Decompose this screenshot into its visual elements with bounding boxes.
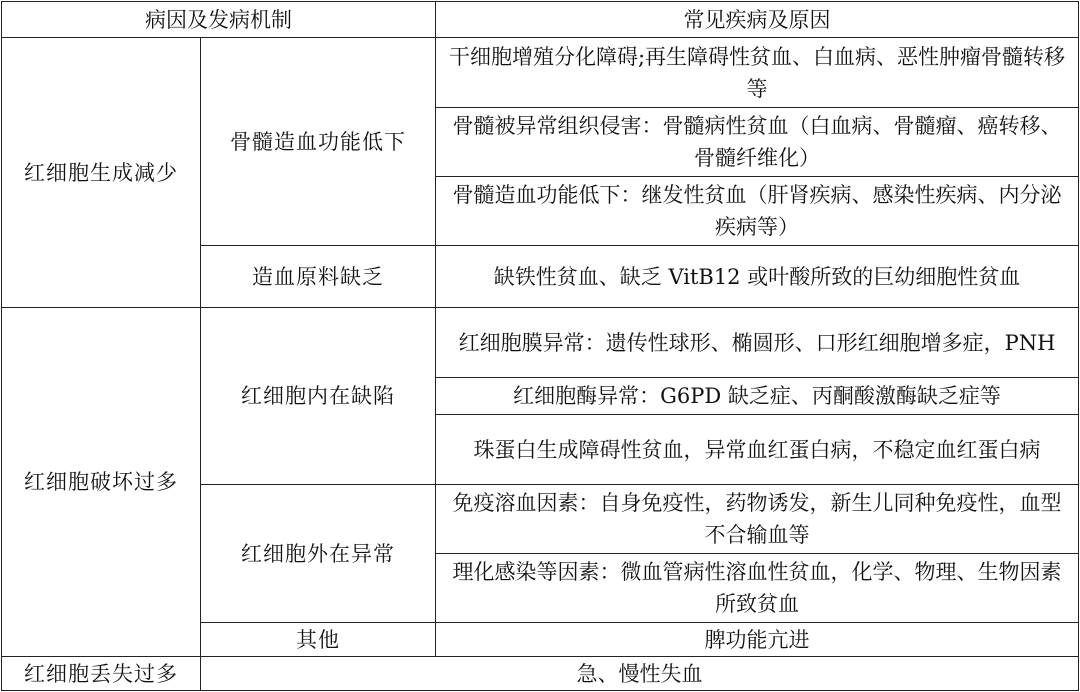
disease-cell: 红细胞酶异常：G6PD 缺乏症、丙酮酸激酶缺乏症等 [436, 378, 1079, 415]
disease-cell: 珠蛋白生成障碍性贫血，异常血红蛋白病，不稳定血红蛋白病 [436, 415, 1079, 485]
sub-raw-material-deficiency: 造血原料缺乏 [201, 246, 436, 308]
disease-cell: 脾功能亢进 [436, 623, 1079, 657]
disease-cell: 骨髓造血功能低下：继发性贫血（肝肾疾病、感染性疾病、内分泌疾病等） [436, 177, 1079, 246]
sub-bone-marrow-hypofunction: 骨髓造血功能低下 [201, 38, 436, 246]
disease-cell: 缺铁性贫血、缺乏 VitB12 或叶酸所致的巨幼细胞性贫血 [436, 246, 1079, 308]
anemia-causes-table [1, 1, 1079, 691]
sub-extrinsic-abnormality: 红细胞外在异常 [201, 485, 436, 623]
sub-other: 其他 [201, 623, 436, 657]
disease-cell: 理化感染等因素：微血管病性溶血性贫血，化学、物理、生物因素所致贫血 [436, 554, 1079, 623]
mechanism-excess-destruction: 红细胞破坏过多 [2, 308, 201, 657]
header-mechanism: 病因及发病机制 [2, 2, 436, 38]
disease-cell: 红细胞膜异常：遗传性球形、椭圆形、口形红细胞增多症，PNH [436, 308, 1079, 378]
sub-intrinsic-defect: 红细胞内在缺陷 [201, 308, 436, 485]
disease-cell: 干细胞增殖分化障碍;再生障碍性贫血、白血病、恶性肿瘤骨髓转移等 [436, 38, 1079, 108]
mechanism-excess-loss: 红细胞丢失过多 [2, 657, 201, 691]
disease-cell: 骨髓被异常组织侵害：骨髓病性贫血（白血病、骨髓瘤、癌转移、骨髓纤维化） [436, 108, 1079, 177]
disease-cell: 免疫溶血因素：自身免疫性，药物诱发，新生儿同种免疫性，血型不合输血等 [436, 485, 1079, 554]
disease-cell: 急、慢性失血 [201, 657, 1079, 691]
header-diseases: 常见疾病及原因 [436, 2, 1079, 38]
mechanism-reduced-production: 红细胞生成减少 [2, 38, 201, 308]
